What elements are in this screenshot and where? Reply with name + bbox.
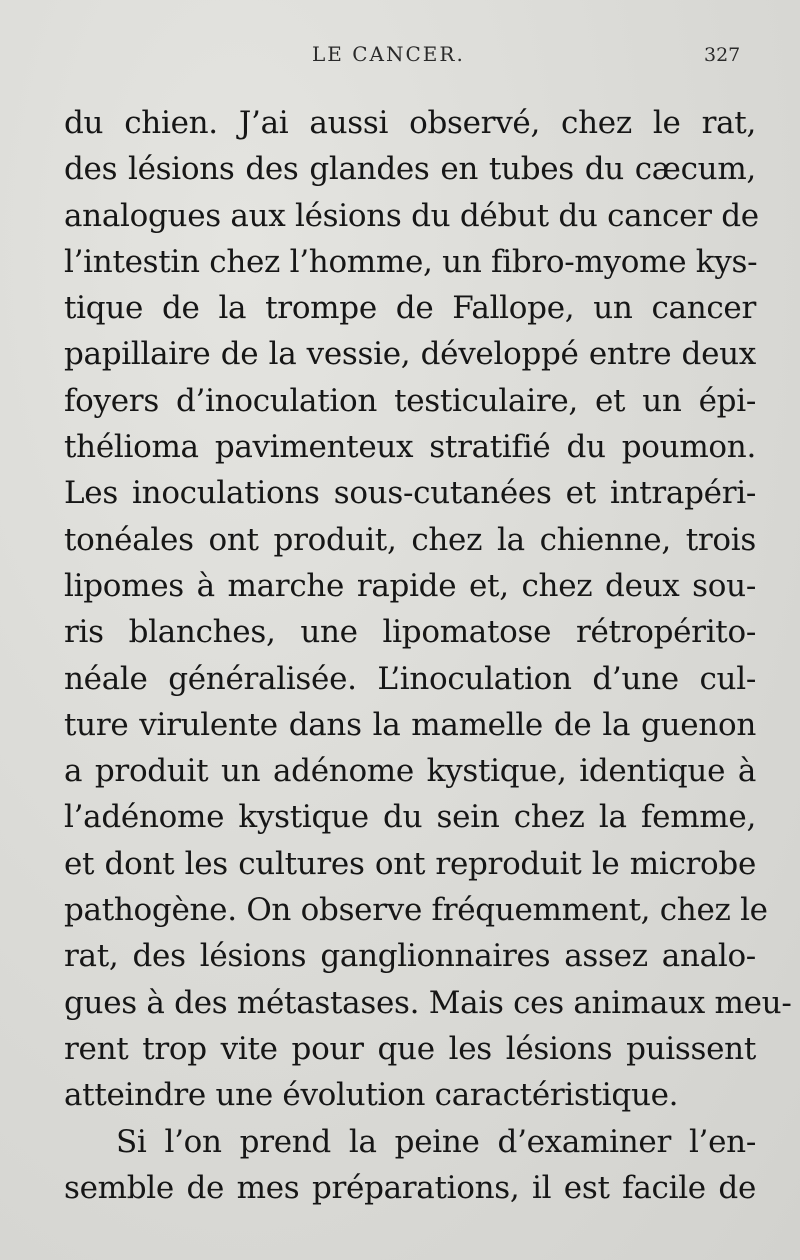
running-header [0, 40, 800, 74]
running-title: LE CANCER. [312, 42, 465, 66]
text-line: tonéales ont produit, chez la chienne, trois [64, 521, 756, 558]
text-line: rent trop vite pour que les lésions puissent [64, 1030, 756, 1067]
text-line: pathogène. On observe fréquemment, chez le [64, 892, 768, 929]
text-line: thélioma pavimenteux stratifié du poumon. [64, 429, 756, 466]
text-line: atteindre une évolution caractéristique. [64, 1077, 679, 1114]
text-line: l’adénome kystique du sein chez la femme, [64, 799, 756, 836]
text-line: lipomes à marche rapide et, chez deux sou- [64, 567, 756, 604]
text-line: néale généralisée. L’inoculation d’une cul- [64, 660, 756, 697]
text-line: et dont les cultures ont reproduit le microbe [64, 845, 756, 882]
text-line: Les inoculations sous-cutanées et intrapéri- [64, 475, 756, 512]
text-line: ris blanches, une lipomatose rétropérito- [64, 614, 756, 651]
text-line: rat, des lésions ganglionnaires assez analo- [64, 938, 756, 975]
text-line: gues à des métastases. Mais ces animaux meu- [64, 984, 792, 1021]
text-line: a produit un adénome kystique, identique à [64, 753, 756, 790]
text-line: l’intestin chez l’homme, un fibro-myome kys- [64, 243, 758, 280]
text-line: Si l’on prend la peine d’examiner l’en- [116, 1123, 756, 1160]
text-line: papillaire de la vessie, développé entre deux [64, 336, 756, 373]
text-line: foyers d’inoculation testiculaire, et un épi- [64, 382, 756, 419]
text-line: des lésions des glandes en tubes du cæcum, [64, 151, 756, 188]
text-line: semble de mes préparations, il est facile de [64, 1169, 756, 1206]
text-line: du chien. J’ai aussi observé, chez le rat, [64, 105, 756, 141]
text-line: ture virulente dans la mamelle de la guenon [64, 706, 756, 743]
body-text [64, 100, 792, 1211]
page-number: 327 [704, 44, 741, 66]
text-line: analogues aux lésions du début du cancer de [64, 197, 759, 234]
text-line: tique de la trompe de Fallope, un cancer [64, 290, 756, 327]
